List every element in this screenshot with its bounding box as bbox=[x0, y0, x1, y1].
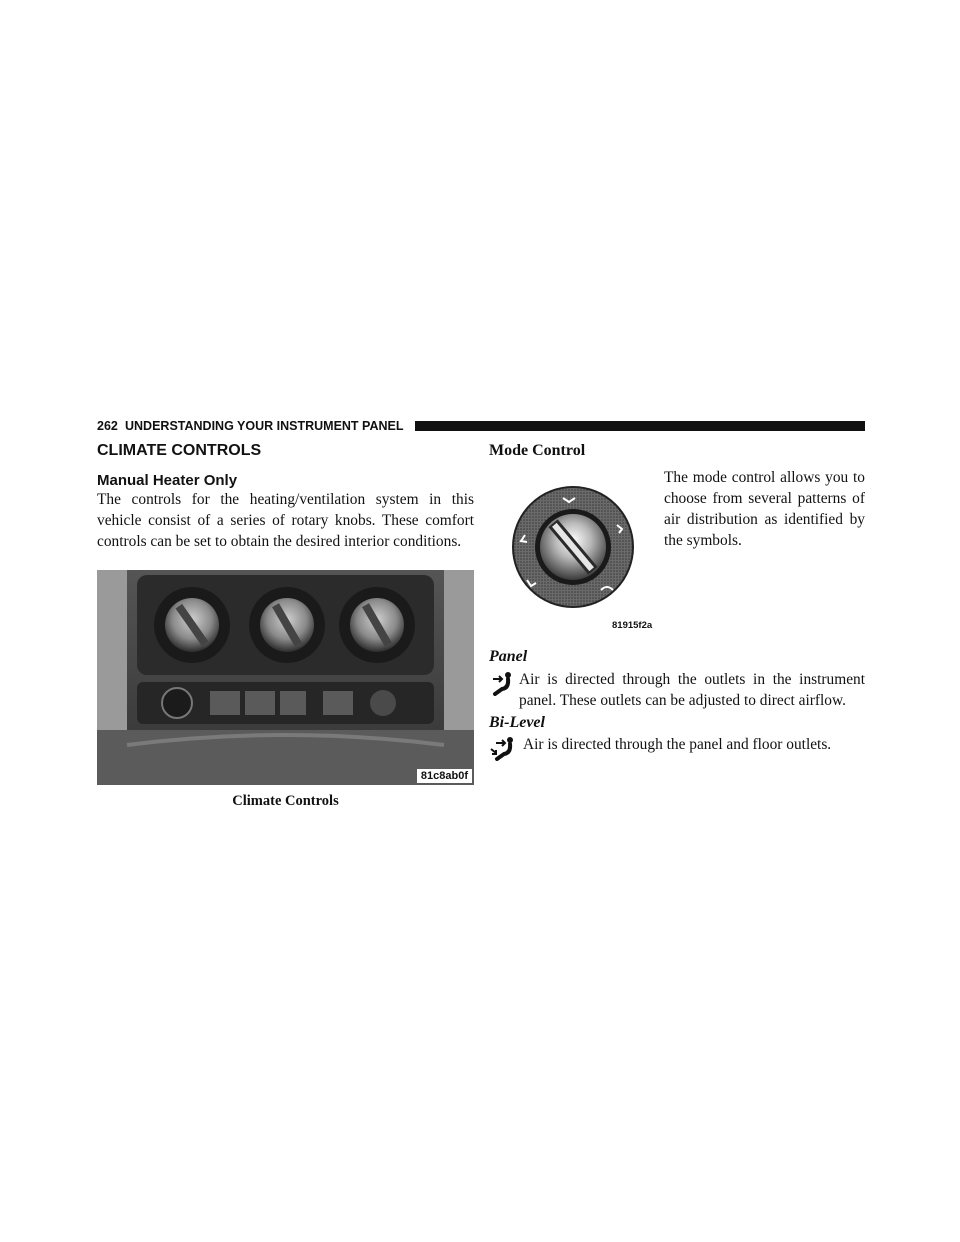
mode-figure-code: 81915f2a bbox=[612, 620, 653, 631]
bi-level-description: Air is directed through the panel and floor outlets. bbox=[523, 736, 832, 753]
panel-vent-icon bbox=[489, 670, 515, 696]
mode-control-heading: Mode Control bbox=[489, 442, 586, 459]
figure-code: 81c8ab0f bbox=[417, 769, 472, 783]
climate-intro-paragraph: The controls for the heating/ventilation system in this vehicle consist of a series of rotary knobs. These comfort controls can be set to obtain the desired interior conditions. bbox=[97, 491, 474, 550]
page-header bbox=[97, 416, 865, 438]
mode-control-knob-image bbox=[505, 480, 655, 632]
bi-level-vent-icon bbox=[489, 735, 517, 761]
mode-control-intro: The mode control allows you to choose from several patterns of air distribution as identified by the symbols. bbox=[664, 469, 865, 549]
climate-controls-photo bbox=[97, 570, 474, 785]
panel-label: Panel bbox=[489, 648, 528, 665]
bi-level-label: Bi-Level bbox=[489, 714, 545, 731]
panel-description: Air is directed through the outlets in the instrument panel. These outlets can be adjusted to direct airflow. bbox=[519, 671, 865, 709]
header-rule bbox=[415, 421, 865, 431]
page-number: 262 bbox=[97, 419, 118, 433]
manual-heater-heading: Manual Heater Only bbox=[97, 472, 238, 489]
figure-caption: Climate Controls bbox=[232, 793, 339, 809]
section-title: UNDERSTANDING YOUR INSTRUMENT PANEL bbox=[125, 419, 404, 433]
climate-controls-heading: CLIMATE CONTROLS bbox=[97, 442, 262, 459]
